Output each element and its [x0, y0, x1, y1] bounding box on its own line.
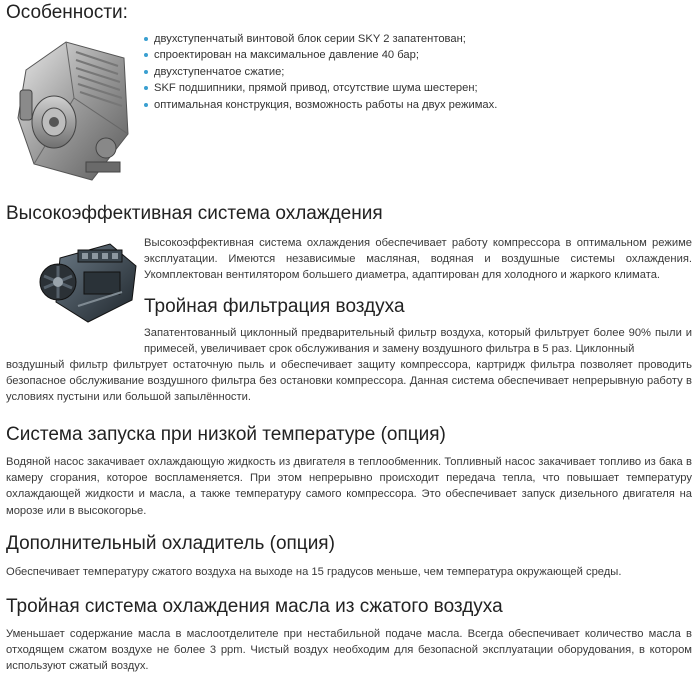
feature-item: [144, 31, 497, 47]
bullet-icon: [144, 103, 148, 107]
feature-item: [144, 80, 497, 96]
feature-text: двухступенчатый винтовой блок серии SKY 2 запатентован;: [154, 33, 466, 45]
extra-cooler-text: Обеспечивает температуру сжатого воздуха на выходе на 15 градусов меньше, чем температура окружающей среды.: [6, 566, 622, 578]
feature-text: оптимальная конструкция, возможность работы на двух режимах.: [154, 98, 498, 111]
feature-item: [144, 97, 497, 113]
bullet-icon: [144, 70, 148, 74]
feature-text: двухступенчатое сжатие;: [154, 65, 285, 78]
extra-cooler-heading: Дополнительный охладитель (опция): [6, 533, 335, 554]
feature-text: спроектирован на максимальное давление 40 бар;: [154, 49, 419, 62]
cooling-text: Высокоэффективная система охлаждения обеспечивает работу компрессора в оптимальном режиме эксплуатации. Имеются независимые масляная, водяная и воздушные системы охлаждения. Укомплектован вентилятором большего диаметра, адаптирован для холодного и жаркого климата.: [144, 237, 692, 282]
filtration-text-rest: воздушный фильтр фильтрует остаточную пыль и обеспечивает защиту компрессора, картридж фильтра позволяет проводить безопасное обслуживание воздушного фильтра без остановки компрессора. Данная система обеспечивает непрерывную работу в условиях пустыни или большой запылённости.: [6, 359, 692, 404]
filtration-text-top: Запатентованный циклонный предварительный фильтр воздуха, который фильтрует более 90% пыли и примесей, увеличивает срок обслуживания и замену воздушного фильтра в 5 раз. Циклонный: [144, 327, 692, 356]
feature-item: [144, 47, 497, 63]
features-list: [144, 31, 497, 113]
feature-text: SKF подшипники, прямой привод, отсутствие шума шестерен;: [154, 82, 478, 95]
feature-item: [144, 64, 497, 80]
low-temp-start-heading: Система запуска при низкой температуре (опция): [6, 424, 446, 445]
oil-cooling-heading: Тройная система охлаждения масла из сжатого воздуха: [6, 596, 503, 617]
oil-cooling-text: Уменьшает содержание масла в маслоотделителе при нестабильной подаче масла. Всегда обеспечивает количество масла в отходящем сжатом воздухе не более 3 ppm. Чистый воздух необходим для безопасной эксплуатации оборудования, в котором используют сжатый воздух.: [6, 628, 692, 673]
bullet-icon: [144, 37, 148, 41]
features-heading: Особенности:: [6, 2, 128, 23]
compressor-block-image: [6, 30, 136, 190]
cooling-heading: Высокоэффективная система охлаждения: [6, 203, 383, 224]
engine-image: [38, 236, 138, 328]
low-temp-start-text: Водяной насос закачивает охлаждающую жидкость из двигателя в теплообменник. Топливный насос закачивает топливо из бака в камеру сгорания, которое воспламеняется. При этом непрерывно происходит передача тепла, что повышает температуру охлаждающей жидкости и масла, а также температуру самого компрессора. Это обеспечивает запуск дизельного двигателя на морозе или в высокогорье.: [6, 456, 692, 517]
filtration-heading: Тройная фильтрация воздуха: [144, 296, 405, 317]
bullet-icon: [144, 53, 148, 57]
bullet-icon: [144, 86, 148, 90]
